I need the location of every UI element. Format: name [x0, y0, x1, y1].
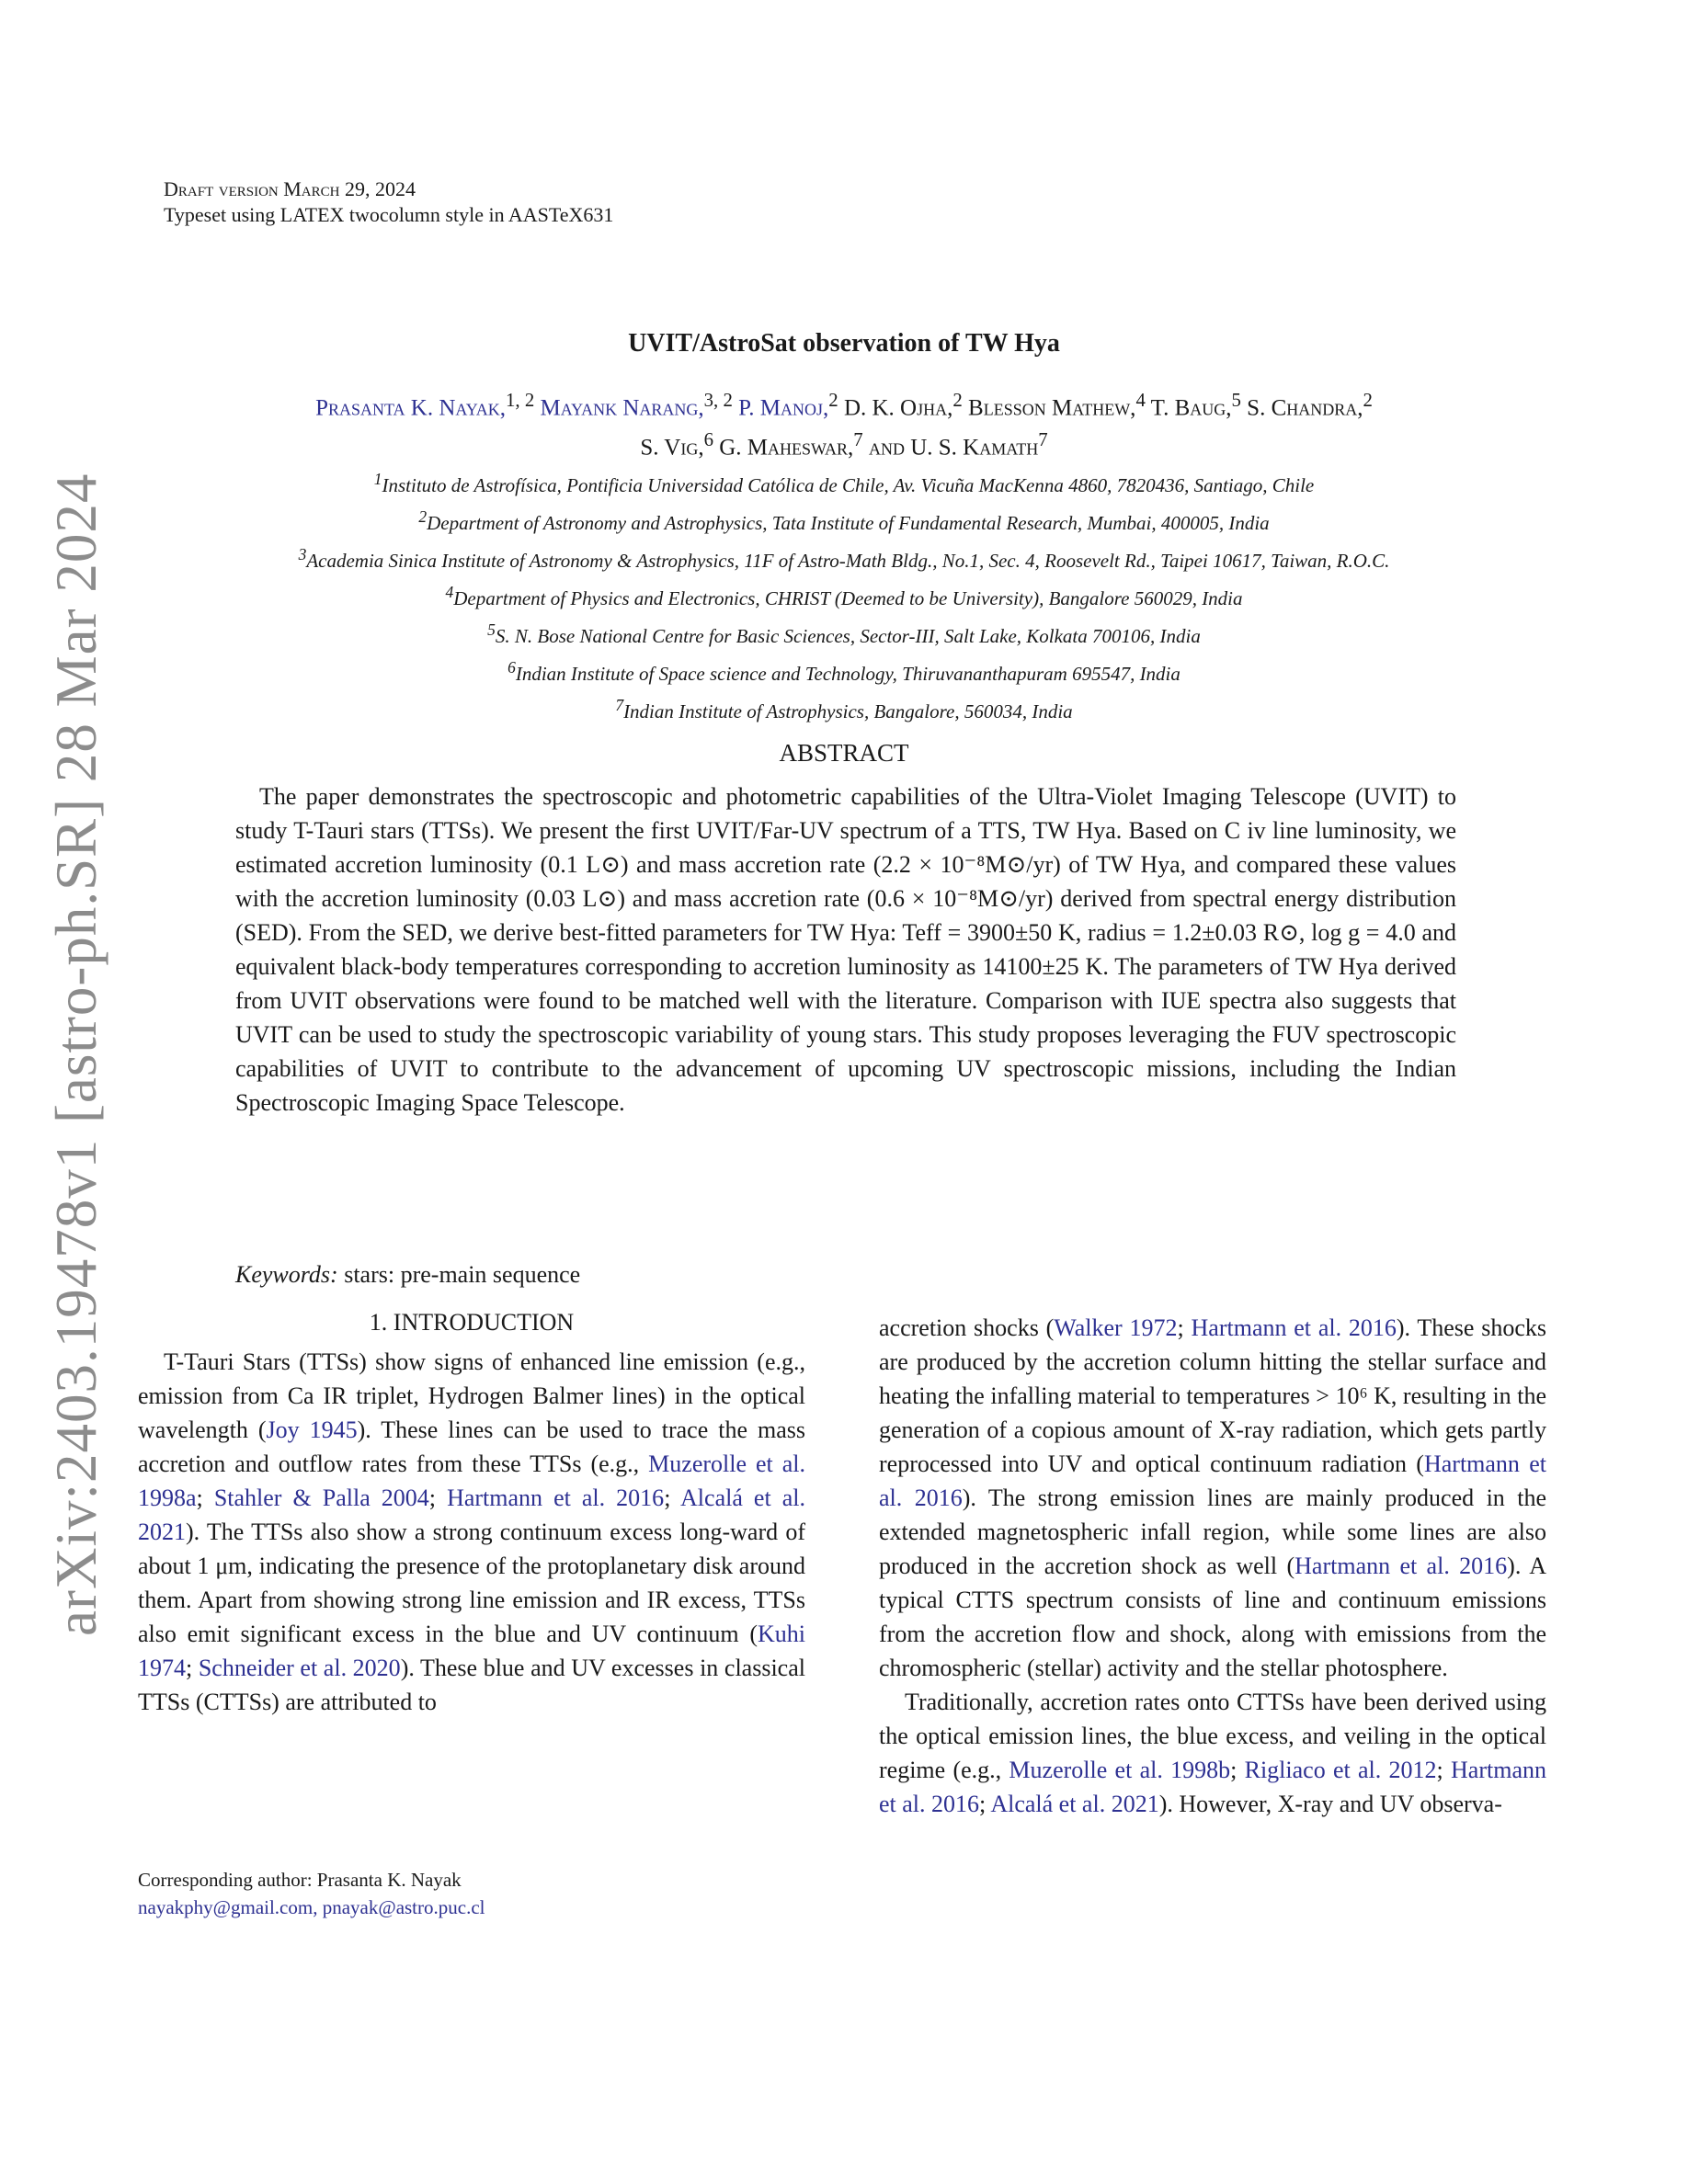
- citation-link[interactable]: Hartmann et al. 2016: [1295, 1553, 1508, 1579]
- author-name: S. Vig,: [640, 435, 704, 461]
- body-text: ;: [979, 1791, 991, 1817]
- affiliation-text: Indian Institute of Astrophysics, Bangalore, 560034, India: [623, 700, 1073, 722]
- author-affiliation-marker: 3, 2: [703, 389, 733, 411]
- author-name: G. Maheswar,: [713, 435, 854, 461]
- citation-link[interactable]: Walker 1972: [1054, 1314, 1178, 1341]
- affiliation-line: [129, 463, 1559, 501]
- author-name[interactable]: P. Manoj,: [732, 395, 829, 421]
- affiliation-number: 6: [508, 658, 516, 677]
- typeset-note: Typeset using LATEX twocolumn style in AASTeX631: [164, 203, 614, 226]
- affiliation-line: [129, 614, 1559, 652]
- author-affiliation-marker: 7: [1038, 428, 1048, 451]
- affiliation-line: [129, 539, 1559, 576]
- body-text: Traditionally, accretion rates onto CTTSs have been derived using the optical emission lines, the blue excess, and veiling in the optical regime (e.g.,: [879, 1689, 1546, 1783]
- affiliation-text: Instituto de Astrofísica, Pontificia Universidad Católica de Chile, Av. Vicuña MacKenna 4860, 7820436, Santiago, Chile: [382, 474, 1315, 496]
- body-text: ). However, X-ray and UV observa-: [1158, 1791, 1502, 1817]
- body-text: ;: [196, 1484, 214, 1511]
- body-text: ). These shocks are produced by the accretion column hitting the stellar surface and heating the infalling material to temperatures > 10⁶ K, resulting in the generation of a copious amount of X-ray radiation, which gets partly reprocessed into UV and optical continuum radiation (: [879, 1314, 1546, 1477]
- citation-link[interactable]: Stahler & Palla 2004: [213, 1484, 429, 1511]
- body-text: ). These blue and UV excesses in classical TTSs (CTTSs) are attributed to: [138, 1655, 805, 1715]
- draft-version: Draft version March 29, 2024: [164, 177, 416, 200]
- abstract-heading: ABSTRACT: [779, 739, 909, 767]
- affiliation-line: [129, 652, 1559, 689]
- keywords: [235, 1261, 580, 1289]
- affiliation-number: 4: [445, 583, 454, 601]
- body-text: ;: [1230, 1757, 1245, 1783]
- keywords-text: stars: pre-main sequence: [337, 1261, 581, 1288]
- body-text: ). These lines can be used to trace the mass accretion and outflow rates from these TTSs (e.g.,: [138, 1416, 805, 1477]
- author-affiliation-marker: 2: [1363, 389, 1373, 411]
- body-text: ;: [186, 1655, 199, 1681]
- author-name[interactable]: Prasanta K. Nayak,: [315, 395, 506, 421]
- body-text: ;: [1436, 1757, 1452, 1783]
- author-name: and U. S. Kamath: [862, 435, 1039, 461]
- citation-link[interactable]: Muzerolle et al. 1998a: [138, 1450, 805, 1511]
- citation-link[interactable]: Schneider et al. 2020: [198, 1655, 401, 1681]
- body-text: T-Tauri Stars (TTSs) show signs of enhanced line emission (e.g., emission from Ca IR triplet, Hydrogen Balmer lines) in the optical wavelength (: [138, 1348, 805, 1443]
- citation-link[interactable]: Alcalá et al. 2021: [138, 1484, 805, 1545]
- author-name: T. Baug,: [1145, 395, 1232, 421]
- author-affiliation-marker: 2: [952, 389, 963, 411]
- abstract-text: The paper demonstrates the spectroscopic and photometric capabilities of the Ultra-Violet Imaging Telescope (UVIT) to study T-Tauri stars (TTSs). We present the first UVIT/Far-UV spectrum of a TTS, TW Hya. Based on C iv line luminosity, we estimated accretion luminosity (0.1 L⊙) and mass accretion rate (2.2 × 10⁻⁸M⊙/yr) of TW Hya, and compared these values with the accretion luminosity (0.03 L⊙) and mass accretion rate (0.6 × 10⁻⁸M⊙/yr) derived from spectral energy distribution (SED). From the SED, we derive best-fitted parameters for TW Hya: Teff = 3900±50 K, radius = 1.2±0.03 R⊙, log g = 4.0 and equivalent black-body temperatures corresponding to accretion luminosity as 14100±25 K. The parameters of TW Hya derived from UVIT observations were found to be matched well with the literature. Comparison with IUE spectra also suggests that UVIT can be used to study the spectroscopic variability of young stars. This study proposes leveraging the FUV spectroscopic capabilities of UVIT to contribute to the advancement of upcoming UV spectroscopic missions, including the Indian Spectroscopic Imaging Space Telescope.: [235, 783, 1456, 1116]
- affiliation-number: 1: [373, 470, 382, 488]
- left-column: [138, 1305, 805, 1719]
- paper-title: UVIT/AstroSat observation of TW Hya: [628, 329, 1060, 358]
- citation-link[interactable]: Rigliaco et al. 2012: [1244, 1757, 1437, 1783]
- affiliation-text: S. N. Bose National Centre for Basic Sciences, Sector-III, Salt Lake, Kolkata 700106, India: [495, 625, 1201, 647]
- citation-link[interactable]: Kuhi 1974: [138, 1621, 805, 1681]
- affiliation-line: [129, 689, 1559, 727]
- author-name[interactable]: Mayank Narang,: [534, 395, 704, 421]
- affiliation-text: Academia Sinica Institute of Astronomy & Astrophysics, 11F of Astro-Math Bldg., No.1, Sec. 4, Roosevelt Rd., Taipei 10617, Taiwan, R.O.C.: [306, 550, 1390, 572]
- citation-link[interactable]: Hartmann et al. 2016: [879, 1757, 1546, 1817]
- affiliation-line: [129, 501, 1559, 539]
- citation-link[interactable]: Hartmann et al. 2016: [447, 1484, 665, 1511]
- body-text: ). The strong emission lines are mainly produced in the extended magnetospheric infall region, while some lines are also produced in the accretion shock as well (: [879, 1484, 1546, 1579]
- author-name: D. K. Ojha,: [838, 395, 953, 421]
- author-affiliation-marker: 2: [828, 389, 838, 411]
- affiliation-number: 7: [615, 696, 624, 714]
- author-affiliation-marker: 4: [1135, 389, 1146, 411]
- citation-link[interactable]: Hartmann et al. 2016: [1191, 1314, 1397, 1341]
- intro-paragraph-2: [879, 1311, 1546, 1685]
- affiliation-number: 2: [418, 507, 428, 526]
- author-affiliation-marker: 7: [853, 428, 863, 451]
- keywords-label: Keywords:: [235, 1261, 338, 1288]
- body-text: ). The TTSs also show a strong continuum excess long-ward of about 1 μm, indicating the presence of the protoplanetary disk around them. Apart from showing strong line emission and IR excess, TTSs also emit significant excess in the blue and UV continuum (: [138, 1519, 805, 1647]
- section-heading-introduction: 1. INTRODUCTION: [369, 1309, 575, 1336]
- citation-link[interactable]: Muzerolle et al. 1998b: [1009, 1757, 1231, 1783]
- intro-paragraph-3: [879, 1685, 1546, 1821]
- citation-link[interactable]: Alcalá et al. 2021: [990, 1791, 1159, 1817]
- affiliation-text: Department of Physics and Electronics, CHRIST (Deemed to be University), Bangalore 560029, India: [453, 587, 1243, 609]
- author-name: Blesson Mathew,: [962, 395, 1136, 421]
- corresponding-author-note: [138, 1866, 485, 1921]
- body-text: ;: [664, 1484, 681, 1511]
- draft-header: [164, 176, 613, 228]
- affiliation-line: [129, 576, 1559, 614]
- corresponding-author: Corresponding author: Prasanta K. Nayak: [138, 1869, 462, 1891]
- citation-link[interactable]: Hartmann et al. 2016: [879, 1450, 1547, 1511]
- right-column: [879, 1311, 1546, 1821]
- author-affiliation-marker: 6: [703, 428, 713, 451]
- author-list: [138, 384, 1550, 464]
- body-text: ). A typical CTTS spectrum consists of line and continuum emissions from the accretion flow and shock, along with emissions from the chromospheric (stellar) activity and the stellar photosphere.: [879, 1553, 1547, 1681]
- affiliation-list: [129, 463, 1559, 727]
- body-text: accretion shocks (: [879, 1314, 1055, 1341]
- affiliation-number: 3: [298, 545, 307, 563]
- body-text: ;: [1177, 1314, 1192, 1341]
- body-text: ;: [428, 1484, 448, 1511]
- author-email-link[interactable]: nayakphy@gmail.com, pnayak@astro.puc.cl: [138, 1896, 485, 1918]
- intro-paragraph-1: [138, 1345, 805, 1719]
- author-affiliation-marker: 5: [1231, 389, 1241, 411]
- author-affiliation-marker: 1, 2: [506, 389, 535, 411]
- affiliation-text: Indian Institute of Space science and Technology, Thiruvananthapuram 695547, India: [515, 663, 1180, 685]
- affiliation-text: Department of Astronomy and Astrophysics, Tata Institute of Fundamental Research, Mumbai, 400005, India: [427, 512, 1270, 534]
- arxiv-identifier-stamp: arXiv:2403.19478v1 [astro-ph.SR] 28 Mar 2024: [44, 472, 108, 1636]
- citation-link[interactable]: Joy 1945: [266, 1416, 358, 1443]
- affiliation-number: 5: [487, 620, 496, 639]
- author-name: S. Chandra,: [1240, 395, 1363, 421]
